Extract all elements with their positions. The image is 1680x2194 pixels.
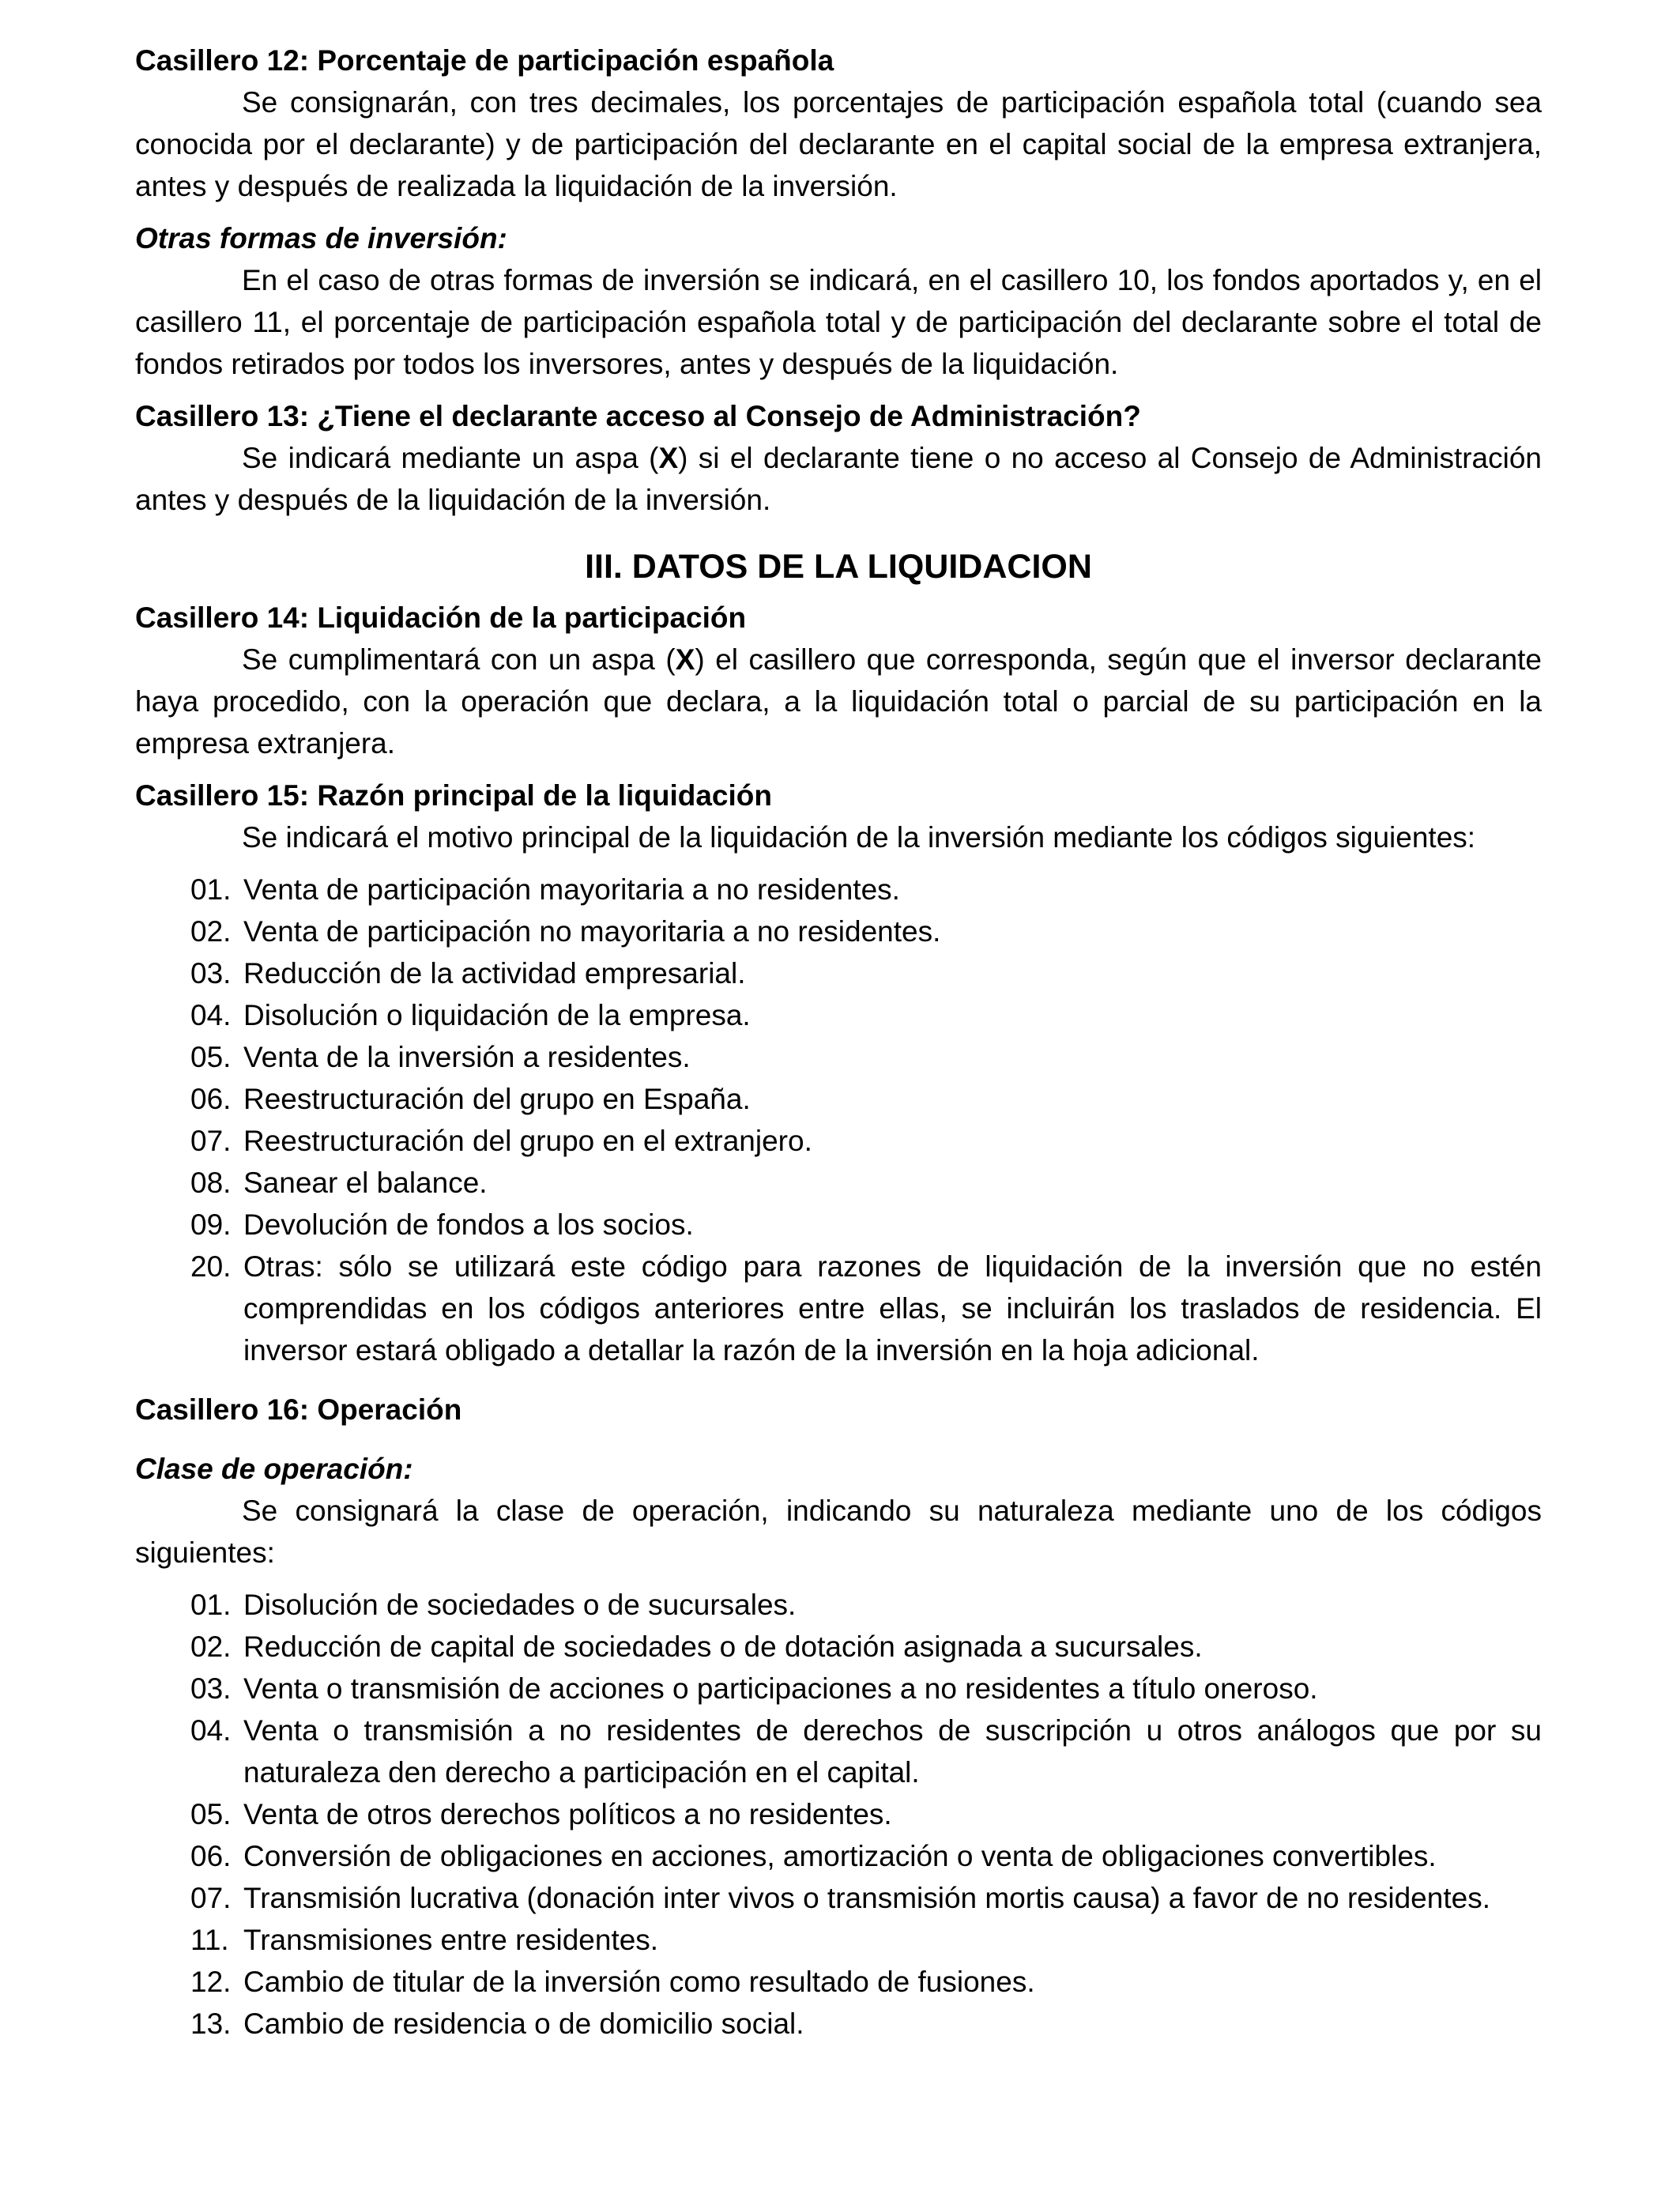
- list-item: [135, 1961, 1542, 2003]
- code-number: 01.: [190, 873, 232, 906]
- code-text: Reducción de capital de sociedades o de dotación asignada a sucursales.: [243, 1630, 1203, 1663]
- code-text: Venta o transmisión a no residentes de derechos de suscripción u otros análogos que por su naturaleza den derecho a participación en el capital.: [243, 1714, 1542, 1789]
- code-text: Venta o transmisión de acciones o participaciones a no residentes a título oneroso.: [243, 1672, 1318, 1705]
- list-item: [135, 1793, 1542, 1835]
- code-text: Devolución de fondos a los socios.: [243, 1208, 694, 1241]
- code-text: Disolución o liquidación de la empresa.: [243, 999, 751, 1031]
- text-fragment: Se cumplimentará con un aspa (: [242, 643, 676, 676]
- code-number: 05.: [190, 1041, 232, 1073]
- code-text: Disolución de sociedades o de sucursales.: [243, 1589, 797, 1621]
- paragraph-otras-formas: En el caso de otras formas de inversión se indicará, en el casillero 10, los fondos aportados y, en el casillero 11, el porcentaje de participación española total y de participación del declarante sobre el total de fondos retirados por todos los inversores, antes y después de la liquidación.: [135, 264, 1542, 380]
- code-number: 02.: [190, 915, 232, 948]
- section-casillero-14: [135, 597, 1542, 764]
- heading-casillero-12: Casillero 12: Porcentaje de participación española: [135, 44, 834, 77]
- paragraph-casillero-12: Se consignarán, con tres decimales, los porcentajes de participación española total (cuando sea conocida por el declarante) y de participación del declarante en el capital social de la empresa extranjera, antes y después de realizada la liquidación de la inversión.: [135, 86, 1542, 202]
- code-list-casillero-15: [135, 869, 1542, 1371]
- code-number: 08.: [190, 1167, 232, 1199]
- code-text: Venta de otros derechos políticos a no residentes.: [243, 1798, 892, 1830]
- section-casillero-13: [135, 395, 1542, 521]
- list-item: [135, 1162, 1542, 1204]
- code-text: Reducción de la actividad empresarial.: [243, 957, 746, 990]
- list-item: [135, 1668, 1542, 1710]
- heading-otras-formas: Otras formas de inversión:: [135, 222, 507, 254]
- paragraph-casillero-14: [135, 639, 1542, 764]
- code-text: Venta de participación no mayoritaria a no residentes.: [243, 915, 941, 948]
- code-number: 09.: [190, 1208, 232, 1241]
- list-item: [135, 1919, 1542, 1961]
- section-otras-formas: [135, 217, 1542, 385]
- part-title: III. DATOS DE LA LIQUIDACION: [585, 548, 1092, 586]
- code-number: 02.: [190, 1630, 232, 1663]
- list-item: [135, 1584, 1542, 1626]
- subheading-clase-operacion: Clase de operación:: [135, 1453, 413, 1485]
- paragraph-casillero-16: Se consignará la clase de operación, indicando su naturaleza mediante uno de los códigos siguientes:: [135, 1495, 1542, 1569]
- list-item: [135, 1877, 1542, 1919]
- code-list-casillero-16: [135, 1584, 1542, 2045]
- code-text: Venta de la inversión a residentes.: [243, 1041, 691, 1073]
- paragraph-casillero-13: [135, 437, 1542, 521]
- section-casillero-12: [135, 40, 1542, 207]
- paragraph-casillero-15: Se indicará el motivo principal de la liquidación de la inversión mediante los códigos siguientes:: [242, 821, 1476, 854]
- code-number: 13.: [190, 2007, 232, 2040]
- text-fragment: ) si el declarante tiene o no acceso al Consejo de Administración antes y después de la liquidación de la inversión.: [135, 442, 1543, 516]
- list-item: [135, 1246, 1542, 1371]
- list-item: [135, 1626, 1542, 1668]
- code-number: 04.: [190, 999, 232, 1031]
- code-number: 03.: [190, 957, 232, 990]
- code-text: Transmisión lucrativa (donación inter vivos o transmisión mortis causa) a favor de no residentes.: [243, 1882, 1490, 1914]
- list-item: [135, 1204, 1542, 1246]
- code-number: 04.: [190, 1714, 232, 1747]
- document-page: [135, 40, 1542, 2055]
- heading-casillero-15: Casillero 15: Razón principal de la liquidación: [135, 779, 772, 812]
- code-text: Conversión de obligaciones en acciones, amortización o venta de obligaciones convertibles.: [243, 1840, 1437, 1872]
- section-casillero-16: [135, 1389, 1542, 2045]
- code-text: Sanear el balance.: [243, 1167, 488, 1199]
- code-text: Venta de participación mayoritaria a no residentes.: [243, 873, 900, 906]
- code-number: 03.: [190, 1672, 232, 1705]
- list-item: [135, 910, 1542, 952]
- heading-casillero-13: Casillero 13: ¿Tiene el declarante acceso al Consejo de Administración?: [135, 400, 1141, 432]
- code-text: Reestructuración del grupo en el extranjero.: [243, 1125, 812, 1157]
- code-number: 20.: [190, 1250, 232, 1283]
- list-item: [135, 1036, 1542, 1078]
- text-fragment: ) el casillero que corresponda, según que el inversor declarante haya procedido, con la operación que declara, a la liquidación total o parcial de su participación en la empresa extranjera.: [135, 643, 1543, 760]
- list-item: [135, 1078, 1542, 1120]
- code-text: Transmisiones entre residentes.: [243, 1924, 659, 1956]
- heading-casillero-16: Casillero 16: Operación: [135, 1393, 462, 1426]
- list-item: [135, 869, 1542, 910]
- heading-casillero-14: Casillero 14: Liquidación de la participación: [135, 601, 747, 634]
- code-text: Cambio de titular de la inversión como resultado de fusiones.: [243, 1966, 1035, 1998]
- section-casillero-15: [135, 775, 1542, 1371]
- code-number: 11.: [190, 1924, 229, 1956]
- code-number: 01.: [190, 1589, 232, 1621]
- code-number: 07.: [190, 1882, 232, 1914]
- code-text: Reestructuración del grupo en España.: [243, 1083, 751, 1115]
- list-item: [135, 952, 1542, 994]
- list-item: [135, 1120, 1542, 1162]
- code-text: Cambio de residencia o de domicilio social.: [243, 2007, 804, 2040]
- code-number: 06.: [190, 1840, 232, 1872]
- code-text: Otras: sólo se utilizará este código para razones de liquidación de la inversión que no estén comprendidas en los códigos anteriores entre ellas, se incluirán los traslados de residencia. El inversor estará obligado a detallar la razón de la inversión en la hoja adicional.: [243, 1250, 1542, 1367]
- code-number: 05.: [190, 1798, 232, 1830]
- list-item: [135, 1835, 1542, 1877]
- list-item: [135, 2003, 1542, 2045]
- x-mark: X: [675, 643, 695, 676]
- text-fragment: Se indicará mediante un aspa (: [242, 442, 659, 474]
- code-number: 07.: [190, 1125, 232, 1157]
- x-mark: X: [658, 442, 679, 474]
- list-item: [135, 994, 1542, 1036]
- code-number: 06.: [190, 1083, 232, 1115]
- list-item: [135, 1710, 1542, 1793]
- code-number: 12.: [190, 1966, 232, 1998]
